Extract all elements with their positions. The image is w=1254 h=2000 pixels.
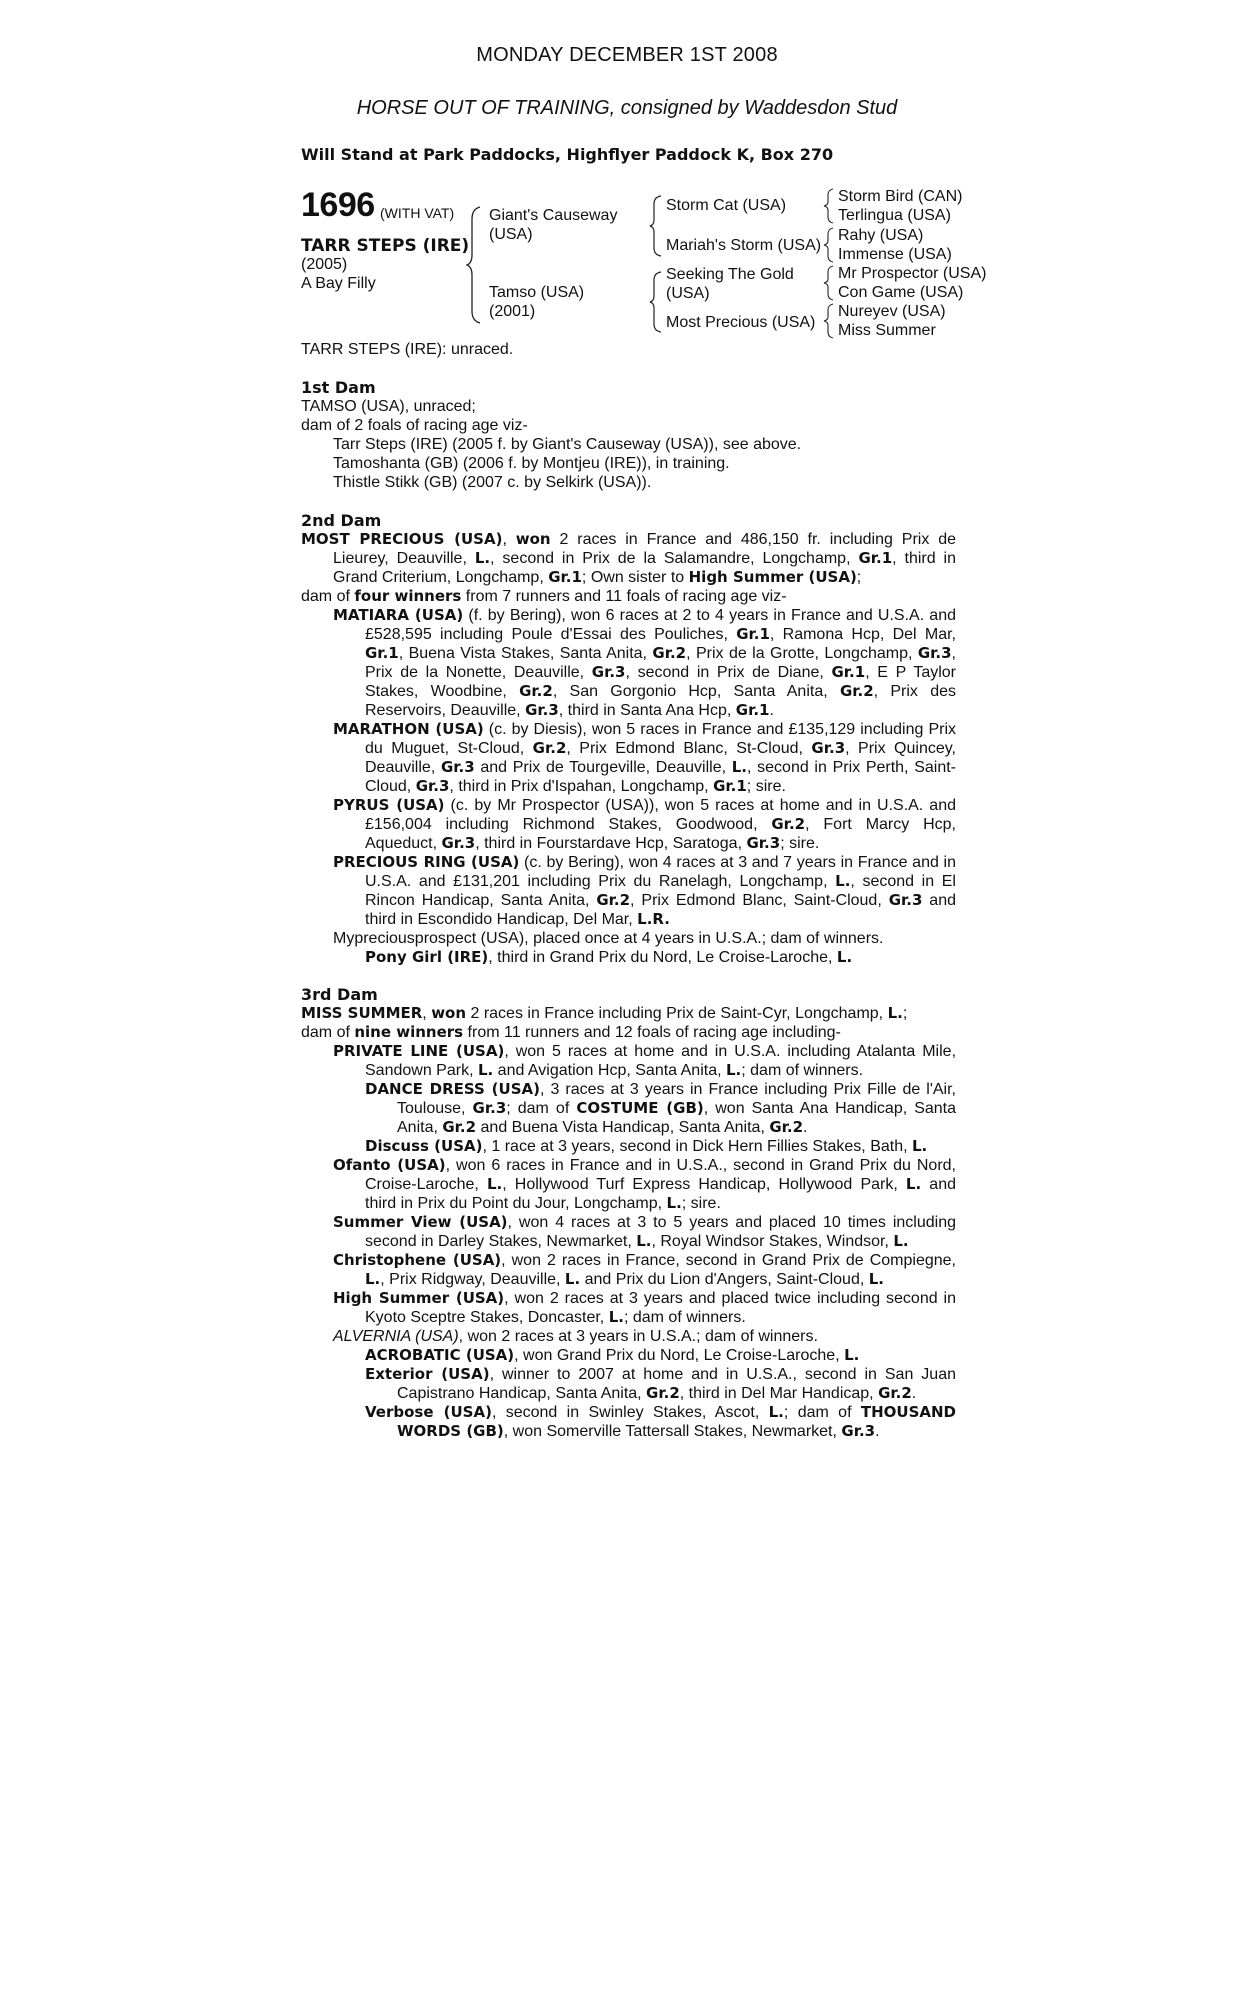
produce-entry: Discuss (USA), 1 race at 3 years, second in Dick Hern Fillies Stakes, Bath, L. xyxy=(365,1137,928,1155)
pedigree-brace xyxy=(823,188,835,224)
produce-entry: MATIARA (USA) (f. by Bering), won 6 races at 2 to 4 years in France and U.S.A. and £528,595 including Poule d'Essai des Pouliches, Gr.1, Ramona Hcp, Del Mar, Gr.1, Buena Vista Stakes, Santa Anita, Gr.2, Prix de la Grotte, Longchamp, Gr.3, Prix de la Nonette, Deauville, Gr.3, second in Prix de Diane, Gr.1, E P Taylor Stakes, Woodbine, Gr.2, San Gorgonio Hcp, Santa Anita, Gr.2, Prix des Reservoirs, Deauville, Gr.3, third in Santa Ana Hcp, Gr.1. xyxy=(333,606,957,719)
pedigree-brace xyxy=(823,265,835,301)
produce-entry: Verbose (USA), second in Swinley Stakes, Ascot, L.; dam of THOUSAND WORDS (GB), won Somerville Tattersall Stakes, Newmarket, Gr.3. xyxy=(365,1403,957,1440)
produce-entry: Mypreciousprospect (USA), placed once at 4 years in U.S.A.; dam of winners. xyxy=(333,930,884,947)
lot-number: 1696 xyxy=(301,186,375,224)
produce-entry: Exterior (USA), winner to 2007 at home and in U.S.A., second in San Juan Capistrano Handicap, Santa Anita, Gr.2, third in Del Mar Handicap, Gr.2. xyxy=(365,1365,957,1402)
pedigree-brace xyxy=(649,194,665,258)
great-grandsire-3: Mr Prospector (USA) xyxy=(838,265,987,282)
pedigree-brace xyxy=(649,270,665,334)
great-granddam-2: Immense (USA) xyxy=(838,246,952,263)
great-grandsire-4: Nureyev (USA) xyxy=(838,303,946,320)
dam-produce-line: dam of four winners from 7 runners and 11 foals of racing age viz- xyxy=(301,587,787,605)
vat-note: (WITH VAT) xyxy=(380,205,455,221)
produce-entry: Summer View (USA), won 4 races at 3 to 5 years and placed 10 times including second in Darley Stakes, Newmarket, L., Royal Windsor Stakes, Windsor, L. xyxy=(333,1213,957,1250)
race-record-summary: TARR STEPS (IRE): unraced. xyxy=(301,341,514,358)
pedigree-brace xyxy=(466,205,486,325)
produce-entry: PRECIOUS RING (USA) (c. by Bering), won 4 races at 3 and 7 years in France and in U.S.A. and £131,201 including Prix du Ranelagh, Longchamp, L., second in El Rincon Handicap, Santa Anita, Gr.2, Prix Edmond Blanc, Saint-Cloud, Gr.3 and third in Escondido Handicap, Del Mar, L.R. xyxy=(333,853,957,928)
sire-sire: Storm Cat (USA) xyxy=(666,197,787,214)
produce-entry: MARATHON (USA) (c. by Diesis), won 5 races in France and £135,129 including Prix du Muguet, St-Cloud, Gr.2, Prix Edmond Blanc, St-Cloud, Gr.3, Prix Quincey, Deauville, Gr.3 and Prix de Tourgeville, Deauville, L., second in Prix Perth, Saint-Cloud, Gr.3, third in Prix d'Ispahan, Longchamp, Gr.1; sire. xyxy=(333,720,957,795)
dam-produce-line: dam of nine winners from 11 runners and 12 foals of racing age including- xyxy=(301,1023,841,1041)
great-granddam-3: Con Game (USA) xyxy=(838,284,964,301)
produce-entry: PRIVATE LINE (USA), won 5 races at home and in U.S.A. including Atalanta Mile, Sandown Park, L. and Avigation Hcp, Santa Anita, L.; dam of winners. xyxy=(333,1042,957,1079)
stand-location: Will Stand at Park Paddocks, Highflyer Paddock K, Box 270 xyxy=(301,145,834,164)
section-heading: 3rd Dam xyxy=(301,985,378,1004)
second-dam-section xyxy=(301,511,956,967)
produce-entry: ACROBATIC (USA), won Grand Prix du Nord, Le Croise-Laroche, L. xyxy=(365,1346,860,1364)
sire: Giant's Causeway (USA) xyxy=(489,207,618,243)
produce-entry: ALVERNIA (USA), won 2 races at 3 years in U.S.A.; dam of winners. xyxy=(333,1328,818,1345)
section-heading: 1st Dam xyxy=(301,378,376,397)
first-dam-section xyxy=(301,378,956,492)
great-grandsire-2: Rahy (USA) xyxy=(838,227,924,244)
pedigree-brace xyxy=(823,303,835,339)
produce-entry: Christophene (USA), won 2 races in France, second in Grand Prix de Compiegne, L., Prix Ridgway, Deauville, L. and Prix du Lion d'Angers, Saint-Cloud, L. xyxy=(333,1251,956,1288)
produce-entry: Ofanto (USA), won 6 races in France and in U.S.A., second in Grand Prix du Nord, Croise-Laroche, L., Hollywood Turf Express Handicap, Hollywood Park, L. and third in Prix du Point du Jour, Longchamp, L.; sire. xyxy=(333,1156,957,1212)
sire-dam: Mariah's Storm (USA) xyxy=(666,237,822,254)
sale-date: MONDAY DECEMBER 1ST 2008 xyxy=(476,44,778,66)
produce-entry: PYRUS (USA) (c. by Mr Prospector (USA)), won 5 races at home and in U.S.A. and £156,004 including Richmond Stakes, Goodwood, Gr.2, Fort Marcy Hcp, Aqueduct, Gr.3, third in Fourstardave Hcp, Saratoga, Gr.3; sire. xyxy=(333,796,956,852)
great-grandsire-1: Storm Bird (CAN) xyxy=(838,188,963,205)
horse-description: A Bay Filly xyxy=(301,275,376,292)
produce-entry: DANCE DRESS (USA), 3 races at 3 years in France including Prix Fille de l'Air, Toulouse, Gr.3; dam of COSTUME (GB), won Santa Ana Handicap, Santa Anita, Gr.2 and Buena Vista Handicap, Santa Anita, Gr.2. xyxy=(365,1080,957,1136)
pedigree-brace xyxy=(823,227,835,263)
horse-name: TARR STEPS (IRE) xyxy=(301,236,470,256)
great-granddam-4: Miss Summer xyxy=(838,322,936,339)
dam-entry: MOST PRECIOUS (USA), won 2 races in France and 486,150 fr. including Prix de Lieurey, Deauville, L., second in Prix de la Salamandre, Longchamp, Gr.1, third in Grand Criterium, Longchamp, Gr.1; Own sister to High Summer (USA); xyxy=(301,530,957,586)
foal-entry: Thistle Stikk (GB) (2007 c. by Selkirk (USA)). xyxy=(333,474,652,491)
dam: Tamso (USA) (2001) xyxy=(489,284,585,320)
third-dam-section xyxy=(301,985,956,1441)
dam-sire: Seeking The Gold (USA) xyxy=(666,266,794,302)
section-heading: 2nd Dam xyxy=(301,511,382,530)
consignment-line: HORSE OUT OF TRAINING, consigned by Waddesdon Stud xyxy=(356,97,898,119)
dam-dam: Most Precious (USA) xyxy=(666,314,816,331)
produce-entry: High Summer (USA), won 2 races at 3 years and placed twice including second in Kyoto Sceptre Stakes, Doncaster, L.; dam of winners. xyxy=(333,1289,957,1326)
horse-year: (2005) xyxy=(301,256,348,273)
foal-entry: Tarr Steps (IRE) (2005 f. by Giant's Causeway (USA)), see above. xyxy=(333,436,802,453)
produce-entry: Pony Girl (IRE), third in Grand Prix du Nord, Le Croise-Laroche, L. xyxy=(365,948,853,966)
dam-foals-line: dam of 2 foals of racing age viz- xyxy=(301,417,528,434)
great-granddam-1: Terlingua (USA) xyxy=(838,207,951,224)
dam-entry: TAMSO (USA), unraced; xyxy=(301,398,476,415)
foal-entry: Tamoshanta (GB) (2006 f. by Montjeu (IRE)), in training. xyxy=(333,455,730,472)
dam-entry: MISS SUMMER, won 2 races in France including Prix de Saint-Cyr, Longchamp, L.; xyxy=(301,1004,908,1022)
